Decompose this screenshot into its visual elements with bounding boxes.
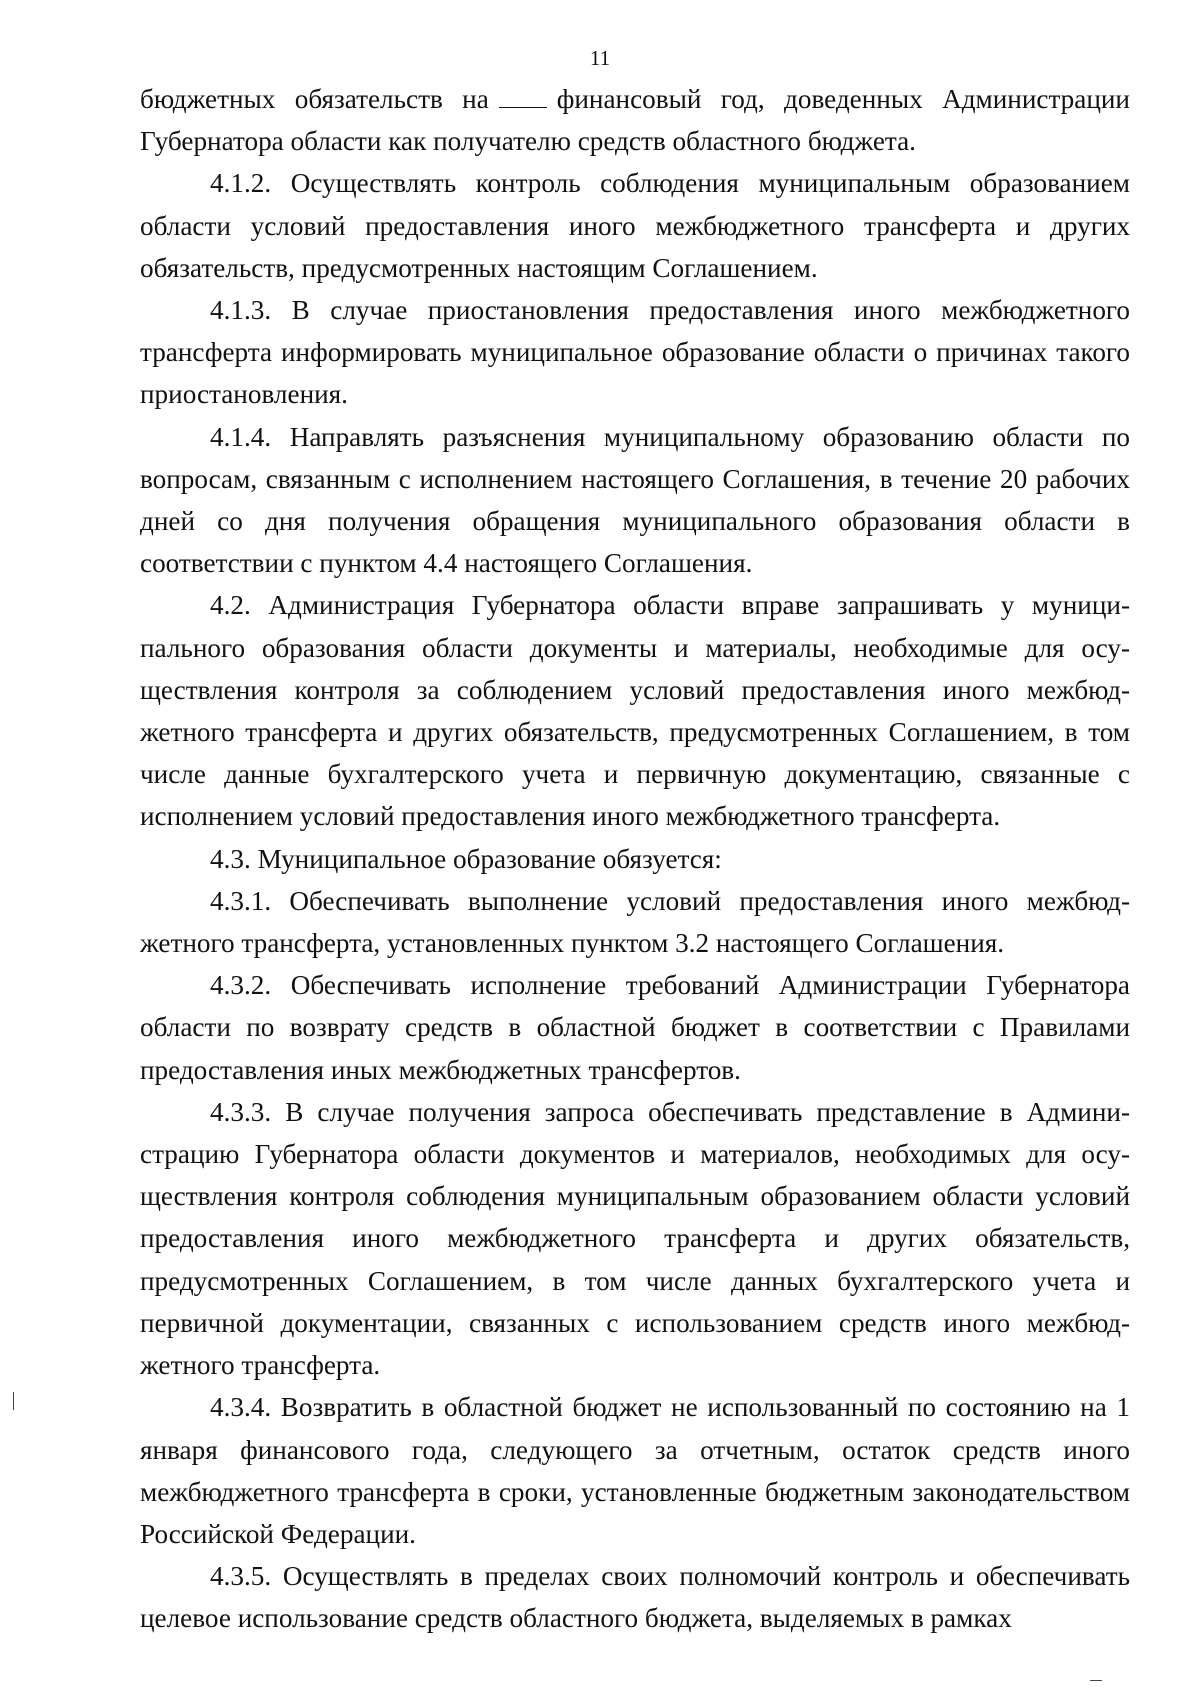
paragraph-4-2: 4.2. Администрация Губернатора области вправе запрашивать у муниципального образования области документы и материалы, необходимые для осуществления контроля за соблюдением условий предоставления иного межбюджетного трансферта и других обязательств, предусмотренных Соглашением, в том числе данные бухгалтерского учета и первичную документацию, связанные с исполнением условий предоставления иного межбюджетного трансферта. — [140, 590, 1130, 832]
paragraph-4-1-4: 4.1.4. Направлять разъяснения муниципальному образованию области по вопросам, связанным с исполнением настоящего Соглашения, в течение 20 рабочих дней со дня получения обращения муниципального образования области в соответствии с пунктом 4.4 настоящего Соглашения. — [140, 421, 1130, 579]
paragraph-4-1-3: 4.1.3. В случае приостановления предоставления иного межбюджетного трансферта информировать муниципальное образование области о причинах такого приостановления. — [140, 295, 1130, 410]
paragraph-4-3-3: 4.3.3. В случае получения запроса обеспечивать представление в Администрацию Губернатора области документов и материалов, необходимых для осуществления контроля соблюдения муниципальным образованием области условий предоставления иного межбюджетного трансферта и других обязательств, предусмотренных Соглашением, в том числе данных бухгалтерского учета и первичной документации, связанных с использованием средств иного межбюджетного трансферта. — [140, 1096, 1130, 1381]
scan-mark-left — [13, 1392, 14, 1410]
paragraph-4-1-2: 4.1.2. Осуществлять контроль соблюдения муниципальным образованием области условий предоставления иного межбюджетного трансферта и других обязательств, предусмотренных настоящим Соглашением. — [140, 168, 1130, 283]
paragraph-4-3-1: 4.3.1. Обеспечивать выполнение условий предоставления иного межбюджетного трансферта, установленных пунктом 3.2 настоящего Соглашения. — [140, 885, 1130, 959]
paragraph-4-3-4: 4.3.4. Возвратить в областной бюджет не использованный по состоянию на 1 января финансового года, следующего за отчетным, остаток средств иного межбюджетного трансферта в сроки, установленные бюджетным законодательством Российской Федерации. — [140, 1392, 1130, 1549]
paragraph-4-3-5: 4.3.5. Осуществлять в пределах своих полномочий контроль и обеспечивать целевое использование средств областного бюджета, выделяемых в рамках — [140, 1561, 1130, 1634]
page-number: 11 — [589, 46, 611, 70]
paragraph-continuation — [140, 78, 1130, 162]
scan-mark-bottom — [1090, 1680, 1102, 1681]
paragraph-4-3: 4.3. Муниципальное образование обязуется: — [210, 843, 722, 874]
paragraph-4-3-2: 4.3.2. Обеспечивать исполнение требований Администрации Губернатора области по возврату средств в областной бюджет в соответствии с Правилами предоставления иных межбюджетных трансфертов. — [140, 970, 1130, 1085]
fill-in-blank — [499, 87, 547, 108]
paragraph-text-before-blank: бюджетных обязательств на — [140, 84, 489, 114]
document-body — [140, 78, 1130, 1640]
paragraph-text-after-blank: финансовый год, доведенных Администрации Губернатора области как получателю средств областного бюджета. — [140, 84, 1130, 157]
